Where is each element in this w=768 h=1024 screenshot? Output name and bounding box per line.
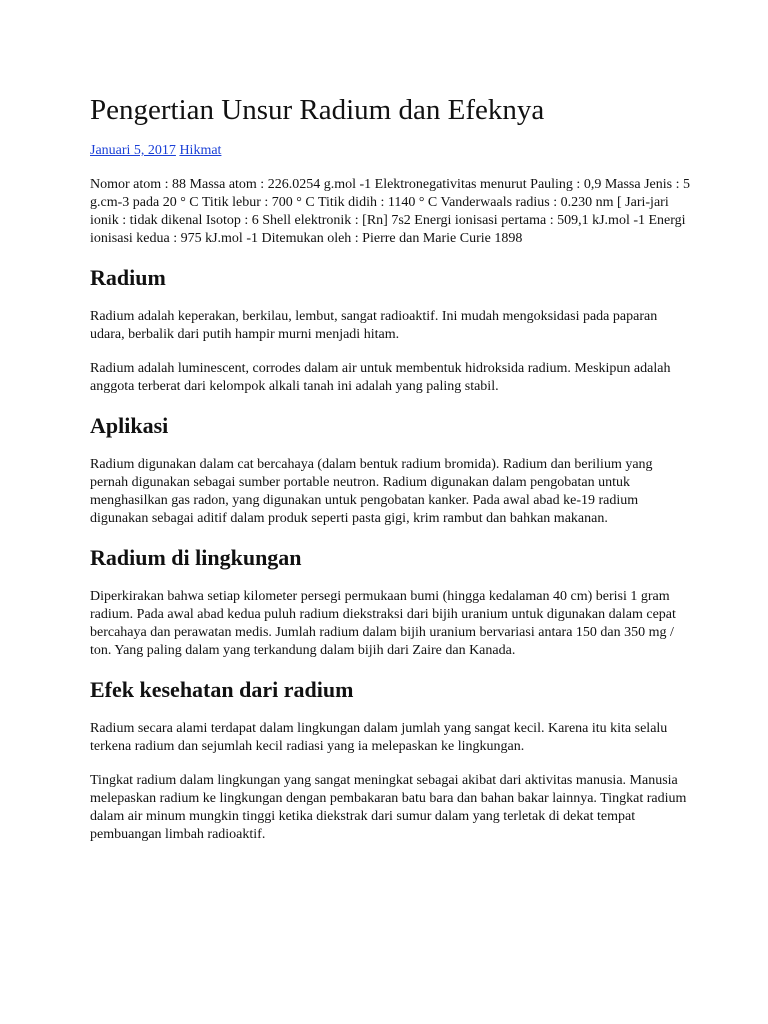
section-heading-lingkungan: Radium di lingkungan (90, 545, 302, 570)
section-paragraph: Radium secara alami terdapat dalam lingkungan dalam jumlah yang sangat kecil. Karena itu kita selalu terkena radium dan sejumlah kecil radiasi yang ia melepaskan ke lingkungan. (90, 721, 668, 754)
page-title: Pengertian Unsur Radium dan Efeknya (90, 94, 545, 126)
section-heading-radium: Radium (90, 265, 166, 290)
author-link[interactable]: Hikmat (179, 143, 222, 158)
post-date-link[interactable]: Januari 5, 2017 (90, 143, 176, 158)
section-heading-aplikasi: Aplikasi (90, 413, 169, 438)
article (90, 92, 690, 860)
section-paragraph: Radium adalah keperakan, berkilau, lembut, sangat radioaktif. Ini mudah mengoksidasi pada paparan udara, berbalik dari putih hampir murni menjadi hitam. (90, 309, 658, 342)
section-paragraph: Radium digunakan dalam cat bercahaya (dalam bentuk radium bromida). Radium dan berilium yang pernah digunakan sebagai sumber portable neutron. Radium digunakan dalam pengobatan untuk menghasilkan gas radon, yang digunakan untuk pengobatan kanker. Pada awal abad ke-19 radium digunakan sebagai aditif dalam produk seperti pasta gigi, krim rambut dan bahkan makanan. (90, 457, 653, 526)
post-meta (90, 142, 690, 160)
section-paragraph: Radium adalah luminescent, corrodes dalam air untuk membentuk hidroksida radium. Meskipun adalah anggota terberat dari kelompok alkali tanah ini adalah yang paling stabil. (90, 361, 671, 394)
section-paragraph: Tingkat radium dalam lingkungan yang sangat meningkat sebagai akibat dari aktivitas manusia. Manusia melepaskan radium ke lingkungan dengan pembakaran batu bara dan bahan bakar lainnya. Tingkat radium dalam air minum mungkin tinggi ketika diekstrak dari sumur dalam yang terletak di dekat tempat pembuangan limbah radioaktif. (90, 773, 687, 842)
section-paragraph: Diperkirakan bahwa setiap kilometer persegi permukaan bumi (hingga kedalaman 40 cm) berisi 1 gram radium. Pada awal abad kedua puluh radium diekstraksi dari bijih uranium untuk digunakan dalam cepat bercahaya dan perawatan medis. Jumlah radium dalam bijih uranium bervariasi antara 150 dan 350 mg / ton. Yang paling dalam yang terkandung dalam bijih dari Zaire dan Kanada. (90, 589, 676, 658)
section-heading-efek-kesehatan: Efek kesehatan dari radium (90, 677, 354, 702)
intro-paragraph: Nomor atom : 88 Massa atom : 226.0254 g.mol -1 Elektronegativitas menurut Pauling : 0,9 Massa Jenis : 5 g.cm-3 pada 20 ° C Titik lebur : 700 ° C Titik didih : 1140 ° C Vanderwaals radius : 0.230 nm [ Jari-jari ionik : tidak dikenal Isotop : 6 Shell elektronik : [Rn] 7s2 Energi ionisasi pertama : 509,1 kJ.mol -1 Energi ionisasi kedua : 975 kJ.mol -1 Ditemukan oleh : Pierre dan Marie Curie 1898 (90, 177, 690, 246)
